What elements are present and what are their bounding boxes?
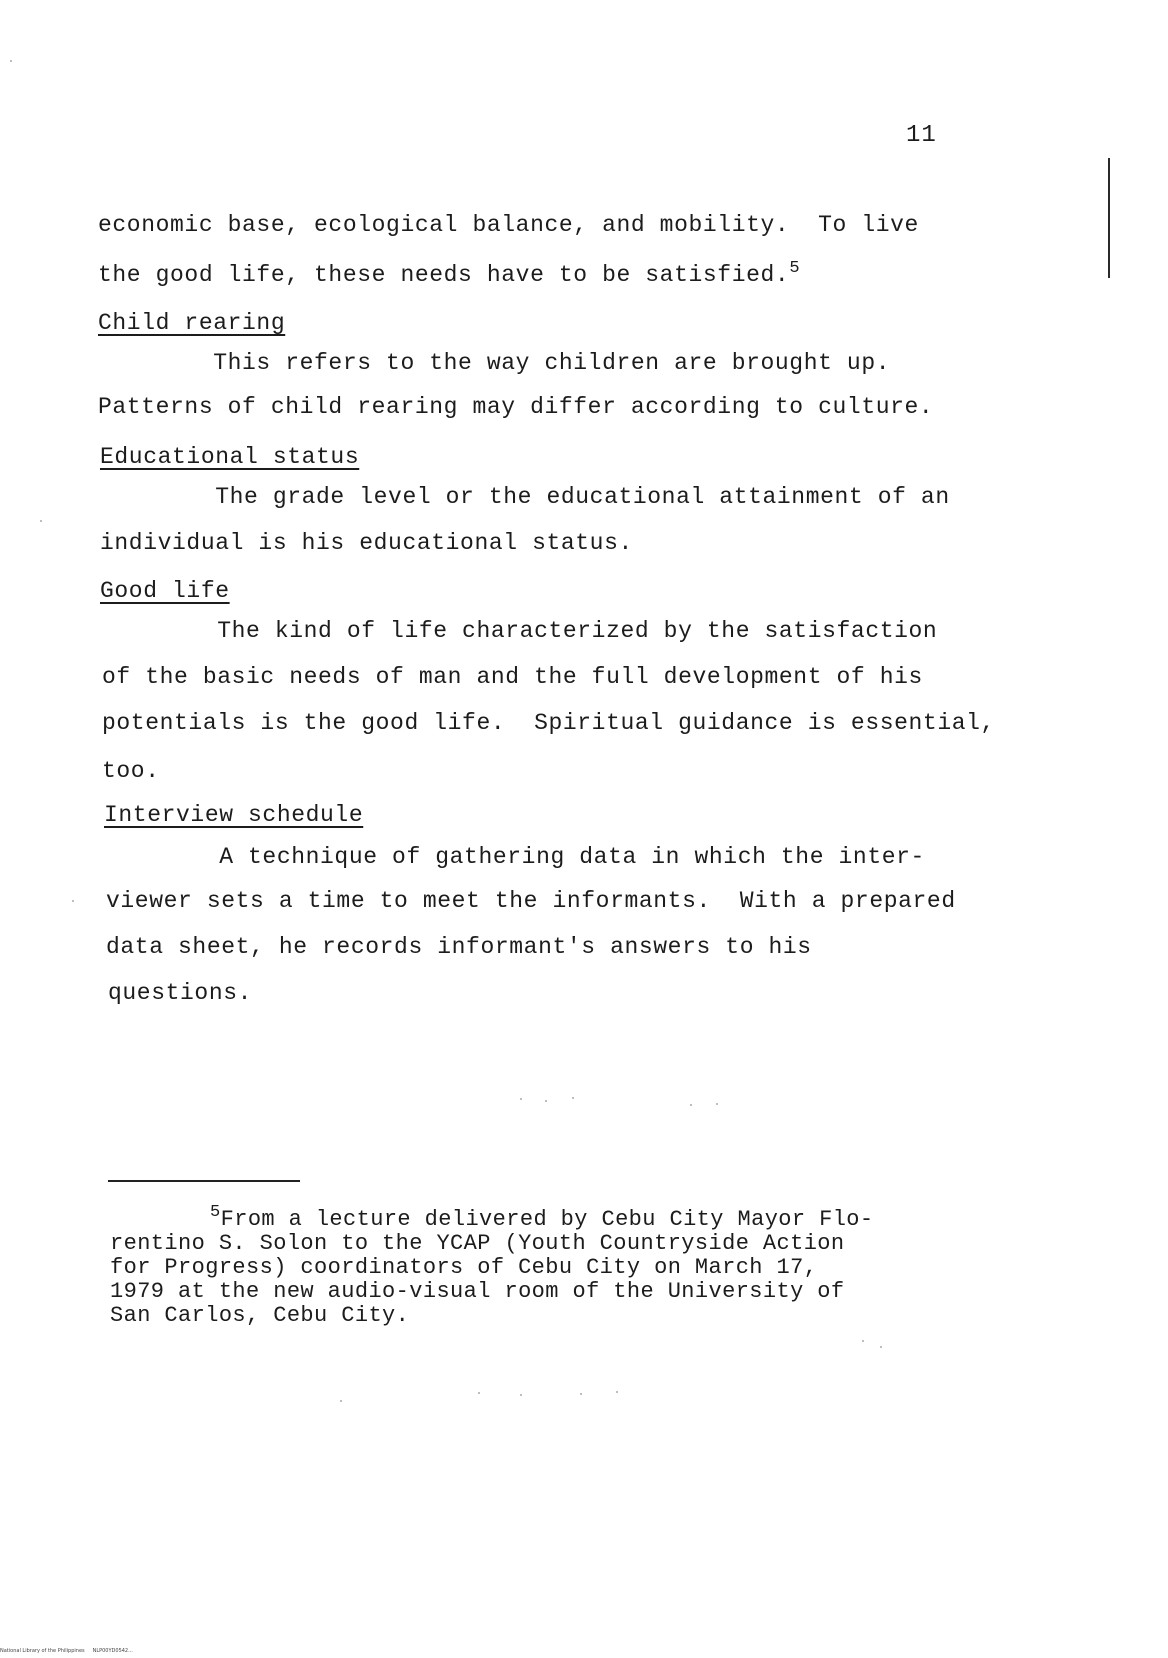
good-life-line-1: The kind of life characterized by the satisfaction bbox=[102, 618, 938, 644]
footnote-marker: 5 bbox=[210, 1203, 221, 1222]
scan-speck bbox=[862, 1340, 864, 1342]
scan-speck bbox=[520, 1394, 522, 1396]
heading-interview-schedule: Interview schedule bbox=[104, 802, 364, 828]
footnote-line-2: rentino S. Solon to the YCAP (Youth Countryside Action bbox=[110, 1231, 845, 1256]
footnote-line-4: 1979 at the new audio-visual room of the University of bbox=[110, 1279, 845, 1304]
interview-schedule-line-4: questions. bbox=[108, 980, 253, 1006]
archive-footer: National Library of the Philippines NLP00YD0542... bbox=[0, 1648, 133, 1654]
scan-speck bbox=[572, 1097, 574, 1099]
scan-speck bbox=[340, 1400, 342, 1402]
body-line-2-text: the good life, these needs have to be satisfied. bbox=[98, 262, 790, 288]
footnote-line-1 bbox=[210, 1203, 874, 1232]
scan-speck bbox=[10, 60, 12, 62]
margin-rule bbox=[1108, 158, 1110, 278]
footnote-line-1-text: From a lecture delivered by Cebu City Mayor Flo- bbox=[220, 1207, 874, 1232]
good-life-line-2: of the basic needs of man and the full development of his bbox=[102, 664, 923, 690]
footnote-line-3: for Progress) coordinators of Cebu City on March 17, bbox=[110, 1255, 818, 1280]
scan-speck bbox=[478, 1392, 480, 1394]
scan-speck bbox=[616, 1391, 618, 1393]
body-line-1: economic base, ecological balance, and mobility. To live bbox=[98, 212, 919, 238]
educational-status-line-2: individual is his educational status. bbox=[100, 530, 633, 556]
footnote-reference: 5 bbox=[789, 259, 801, 278]
interview-schedule-line-2: viewer sets a time to meet the informants. With a prepared bbox=[106, 888, 956, 914]
interview-schedule-line-3: data sheet, he records informant's answers to his bbox=[106, 934, 812, 960]
scan-speck bbox=[40, 520, 42, 522]
child-rearing-line-1: This refers to the way children are brought up. bbox=[98, 350, 891, 376]
scan-speck bbox=[716, 1103, 718, 1105]
scan-speck bbox=[545, 1100, 547, 1102]
footnote-line-5: San Carlos, Cebu City. bbox=[110, 1303, 410, 1328]
child-rearing-line-2: Patterns of child rearing may differ according to culture. bbox=[98, 394, 934, 420]
scan-speck bbox=[580, 1393, 582, 1395]
heading-child-rearing: Child rearing bbox=[98, 310, 286, 336]
heading-educational-status: Educational status bbox=[100, 444, 360, 470]
scan-speck bbox=[520, 1098, 522, 1100]
good-life-line-3: potentials is the good life. Spiritual guidance is essential, bbox=[102, 710, 995, 736]
body-line-2 bbox=[98, 259, 801, 288]
interview-schedule-line-1: A technique of gathering data in which the inter- bbox=[104, 844, 925, 870]
scan-speck bbox=[690, 1104, 692, 1106]
scan-speck bbox=[72, 900, 74, 902]
good-life-line-4: too. bbox=[102, 758, 160, 784]
footnote-rule bbox=[108, 1180, 300, 1182]
scan-speck bbox=[880, 1346, 882, 1348]
page-number: 11 bbox=[906, 122, 937, 149]
educational-status-line-1: The grade level or the educational attainment of an bbox=[100, 484, 950, 510]
heading-good-life: Good life bbox=[100, 578, 230, 604]
